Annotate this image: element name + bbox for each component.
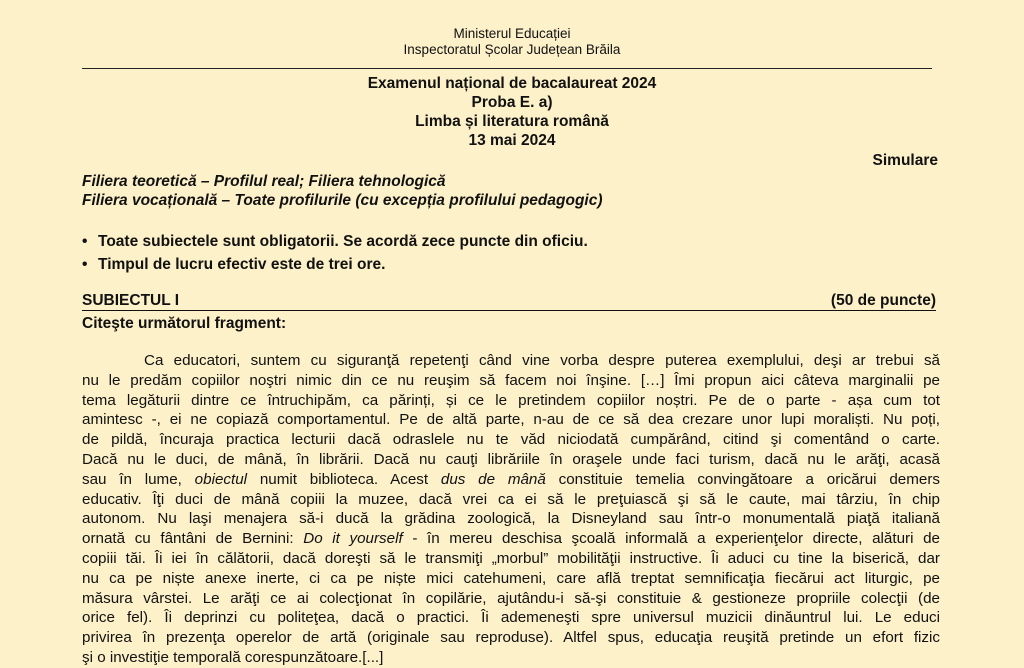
rule-item-1 — [82, 232, 588, 251]
text-fragment — [82, 351, 940, 668]
inspectorate-name: Inspectoratul Școlar Județean Brăila — [403, 42, 621, 57]
bullet-icon: • — [82, 256, 88, 273]
subject-name: SUBIECTUL I — [82, 292, 180, 309]
exam-title: Examenul național de bacalaureat 2024 — [367, 75, 657, 92]
exam-proba: Proba E. a) — [471, 94, 553, 111]
fragment-line: orice fel). Îi deprinzi cu politeţea, dacă o practici. Îi ademeneşti spre universul muzicii dinăuntrul lui. Le educi — [82, 609, 940, 627]
simulation-label: Simulare — [872, 152, 938, 169]
fragment-text: numit biblioteca. Acest — [247, 470, 441, 488]
fragment-line: măsura vârstei. Le arăţi ce ai colecţionat în copilărie, ajutându-i să-şi constituie & gestioneze propriile colecţii (de — [82, 589, 940, 607]
fragment-line: şi o investiţie temporală corespunzătoare.[...] — [82, 648, 384, 666]
ministry-name: Ministerul Educației — [453, 26, 571, 41]
header-divider — [82, 68, 932, 69]
exam-date: 13 mai 2024 — [468, 132, 556, 149]
fragment-line: Ca educatori, suntem cu siguranţă repetenţi când vine vorba despre puterea exemplului, deşi ar trebui să — [144, 352, 940, 369]
fragment-italic: dus de mână — [440, 470, 546, 488]
rule-item-2 — [82, 255, 385, 274]
subject-instruction: Citeşte următorul fragment: — [82, 315, 287, 332]
filiera-line-2: Filiera vocațională – Toate profilurile (cu excepția profilului pedagogic) — [82, 192, 603, 209]
rule-text: Toate subiectele sunt obligatorii. Se acordă zece puncte din oficiu. — [98, 233, 588, 250]
subject-points: (50 de puncte) — [830, 292, 936, 309]
fragment-line: Dacă nu le duci, de mână, în librării. Dacă nu cauţi librăriile în oraşele unde faci turism, dacă nu le arăţi, acasă — [82, 450, 940, 468]
fragment-line: nu ca pe niște anexe inerte, ci ca pe niște mici catehumeni, care află treptat semnificaţia fiecărui act liturgic, pe — [82, 569, 940, 587]
fragment-text: ornată cu fântâni de Bernini: — [82, 530, 304, 548]
fragment-text: sau în lume, — [82, 470, 195, 488]
fragment-text: constituie temelia convingătoare a oricărui demers — [545, 470, 940, 488]
fragment-line: nu le predăm copiilor noştri nimic din ce nu reuşim să facem noi înşine. […] Îmi propun aici câteva marginalii pe — [82, 371, 940, 389]
fragment-line: educativ. Îţi duci de mână copiii la muzee, dacă vrei ca ei să le preţuiască şi să le caute, mai târziu, în chip — [82, 490, 940, 508]
fragment-line — [82, 529, 940, 549]
exam-subject: Limba și literatura română — [415, 113, 609, 130]
fragment-line: tema legăturii dintre ce întruchipăm, ca părinți, și ce le pretindem copiilor noștri. Pe de o parte - așa cum tot — [82, 391, 940, 409]
subject-heading — [82, 292, 936, 311]
fragment-italic: Do it yourself — [303, 530, 403, 548]
fragment-text: - în mereu deschisa şcoală informală a experienţelor directe, alături de — [402, 530, 940, 548]
filiera-line-1: Filiera teoretică – Profilul real; Filiera tehnologică — [82, 173, 446, 190]
fragment-line: privirea în prezenţa operelor de artă (originale sau reproduse). Altfel spus, educaţia reuşită pretinde un efort fizic — [82, 629, 940, 647]
fragment-line: autonom. Nu laşi menajera să-i ducă la grădina zoologică, la Disneyland sau într-o monumentală piaţă italiană — [82, 510, 940, 528]
fragment-line — [82, 470, 940, 490]
rule-text: Timpul de lucru efectiv este de trei ore. — [98, 256, 386, 273]
fragment-line: copiii tăi. Îi iei în călătorii, dacă doreşti să le transmiţi „morbul” mobilităţii instructive. Îi aduci cu tine la biserică, dar — [82, 549, 940, 567]
bullet-icon: • — [82, 233, 88, 250]
fragment-line: amintesc -, ei ne copiază comportamentul. Pe de altă parte, n-au de ce să dea crezare unor lupi moraliști. Nu poți, — [82, 411, 940, 429]
fragment-italic: obiectul — [194, 470, 248, 488]
fragment-line: de pildă, încuraja practica lecturii dacă odraslele nu te văd niciodată cumpărând, citind şi comentând o carte. — [82, 431, 940, 449]
